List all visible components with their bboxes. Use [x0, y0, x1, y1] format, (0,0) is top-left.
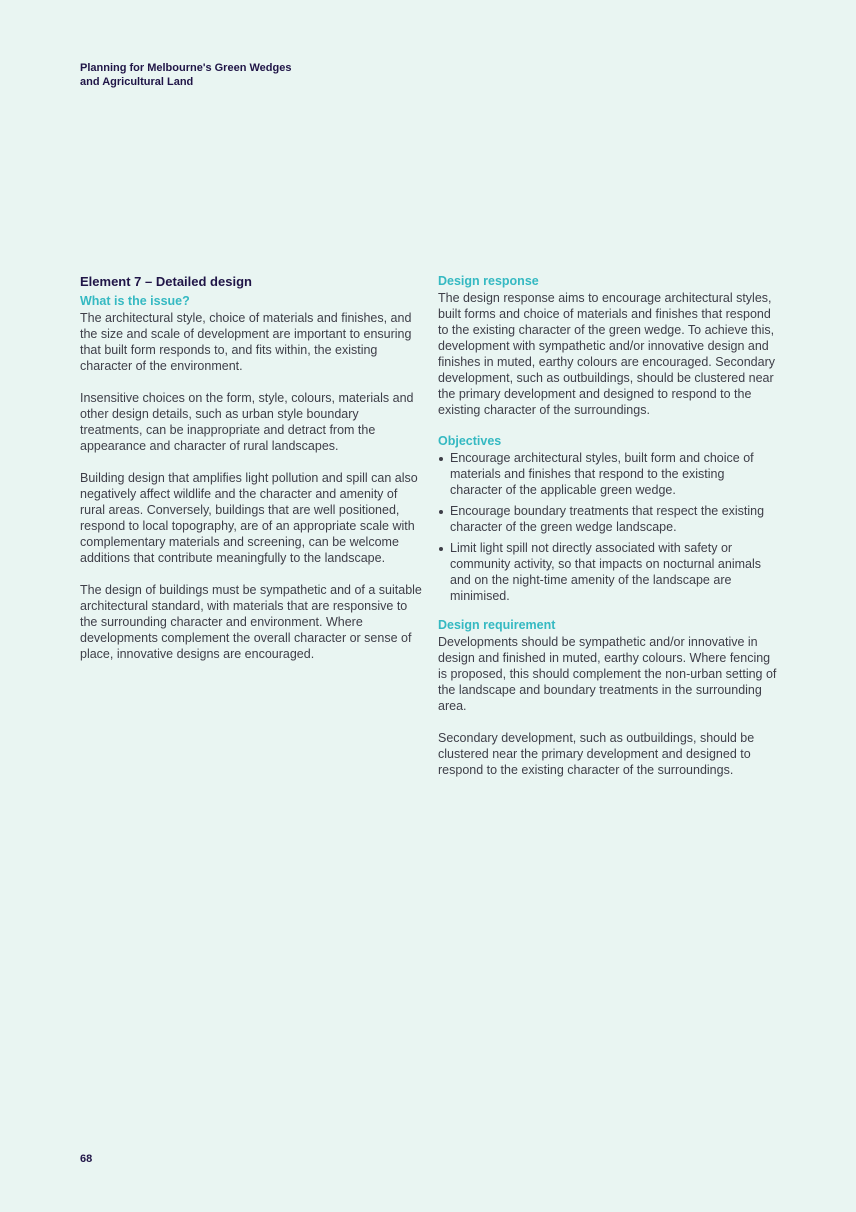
design-requirement-paragraph-2: Secondary development, such as outbuildings, should be clustered near the primary development and designed to respond to the existing character of the surroundings. [438, 731, 755, 777]
issue-paragraph-3: Building design that amplifies light pollution and spill can also negatively affect wildlife and the character and amenity of rural areas. Conversely, buildings that are well positioned, respond to local topography, are of an appropriate scale with complementary materials and screening, can be welcome additions that contribute meaningfully to the landscape. [80, 471, 418, 565]
objectives-heading: Objectives [438, 434, 502, 448]
objective-item: Encourage boundary treatments that respect the existing character of the green wedge landscape. [438, 503, 778, 535]
design-response-heading: Design response [438, 274, 539, 288]
design-response-paragraph: The design response aims to encourage architectural styles, built forms and choice of materials and finishes that respond to the existing character of the green wedge. To achieve this, development with sympathetic and/or innovative design and finishes in muted, earthy colours are encouraged. Secondary development, such as outbuildings, should be clustered near the primary development and designed to respond to the existing character of the surroundings. [438, 291, 775, 417]
element-title: Element 7 – Detailed design [80, 274, 252, 289]
objective-item: Limit light spill not directly associated with safety or community activity, so that impacts on nocturnal animals and on the night-time amenity of the landscape are minimised. [438, 540, 778, 604]
issue-heading: What is the issue? [80, 294, 190, 308]
left-column [80, 274, 422, 678]
design-requirement-heading: Design requirement [438, 618, 556, 632]
right-column [438, 274, 778, 794]
page-number: 68 [80, 1153, 93, 1165]
objectives-list [438, 450, 778, 604]
objective-item: Encourage architectural styles, built form and choice of materials and finishes that respond to the existing character of the applicable green wedge. [438, 450, 778, 498]
issue-paragraph-1: The architectural style, choice of materials and finishes, and the size and scale of development are important to ensuring that built form responds to, and fits within, the existing character of the environment. [80, 311, 412, 373]
design-requirement-paragraph-1: Developments should be sympathetic and/or innovative in design and finished in muted, earthy colours. Where fencing is proposed, this should complement the non-urban setting of the landscape and boundary treatments in the surrounding area. [438, 635, 777, 713]
issue-paragraph-4: The design of buildings must be sympathetic and of a suitable architectural standard, with materials that are responsive to the surrounding character and environment. Where developments complement the overall character or sense of place, innovative designs are encouraged. [80, 583, 422, 661]
issue-paragraph-2: Insensitive choices on the form, style, colours, materials and other design details, such as urban style boundary treatments, can be inappropriate and detract from the appearance and character of rural landscapes. [80, 391, 414, 453]
running-header: Planning for Melbourne's Green Wedges and Agricultural Land [80, 62, 292, 88]
